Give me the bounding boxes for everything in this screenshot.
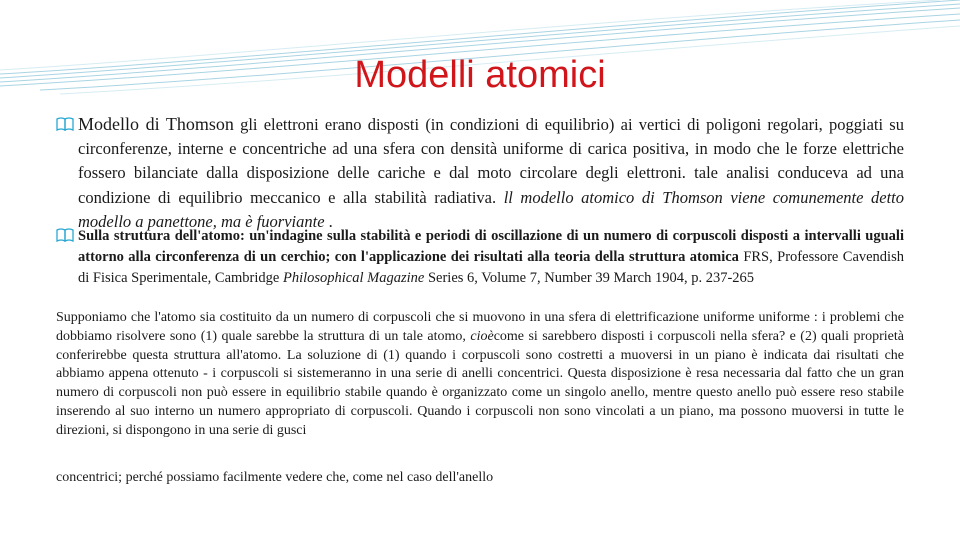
thomson-model-italic: ll modello atomico di Thomson viene comunemente detto modello a panettone, ma è fuorviante xyxy=(78,187,904,231)
journal-name: Philosophical Magazine xyxy=(282,269,425,286)
thomson-model-text: gli elettroni erano disposti (in condizioni di equilibrio) ai vertici di poligoni regolari, poggiati su circonferenze, interne e concentriche ad una sfera con densità uniforme di carica positiva, in modo che le forze elettriche fossero bilanciate dalla disposizione delle cariche e dal moto circolare degli elettroni. tale analisi conduceva ad una condizione di equilibrio meccanico e alla stabilità radiativa. xyxy=(78,115,904,207)
quote-text-end: concentrici; perché possiamo facilmente vedere che, come nel caso dell'anello xyxy=(56,470,494,485)
paragraph-quote xyxy=(56,309,904,441)
book-icon xyxy=(56,227,76,247)
thomson-model-end: . xyxy=(324,211,333,231)
paper-author-info: FRS, Professore Cavendish di Fisica Sperimentale, Cambridge xyxy=(78,248,904,286)
quote-text-part2: come si sarebbero disposti i corpuscoli nella sfera? e (2) quali proprietà conferirebbe questa struttura all'atomo. La soluzione di (1) quando i corpuscoli sono costretti a muoversi in un piano è indicata dai risultati che abbiamo appena ottenuto - i corpuscoli si sistemeranno in una serie di anelli concentrici. Questa disposizione è resa necessaria dal fatto che un gran numero di corpuscoli non può essere in equilibrio stabile quando è organizzato come un singolo anello, mentre questo anello può essere reso stabile inserendo al suo interno un numero appropriato di corpuscoli. Quando i corpuscoli non sono vincolati a un piano, ma possono muoversi in tutte le direzioni, si dispongono in una serie di gusci xyxy=(56,328,904,438)
paragraph-thomson-model xyxy=(56,112,904,234)
slide-title: Modelli atomici xyxy=(354,54,606,96)
paper-title: Sulla struttura dell'atomo: un'indagine sulla stabilità e periodi di oscillazione di un numero di corpuscoli disposti a intervalli uguali attorno alla circonferenza di un cerchio; con l'applicazione dei risultati alla teoria della struttura atomica xyxy=(78,228,904,265)
book-icon xyxy=(56,115,76,135)
paragraph-quote-end xyxy=(56,469,904,488)
thomson-model-lead: Modello di Thomson xyxy=(78,114,234,134)
journal-details: Series 6, Volume 7, Number 39 March 1904, p. 237-265 xyxy=(424,269,755,286)
paragraph-paper-reference xyxy=(56,226,904,288)
quote-text-part1: Supponiamo che l'atomo sia costituito da un numero di corpuscoli che si muovono in una sfera di elettrificazione uniforme uniforme : i problemi che dobbiamo risolvere sono (1) quale sarebbe la struttura di un tale atomo, xyxy=(56,310,904,344)
quote-italic: cioè xyxy=(470,328,494,344)
